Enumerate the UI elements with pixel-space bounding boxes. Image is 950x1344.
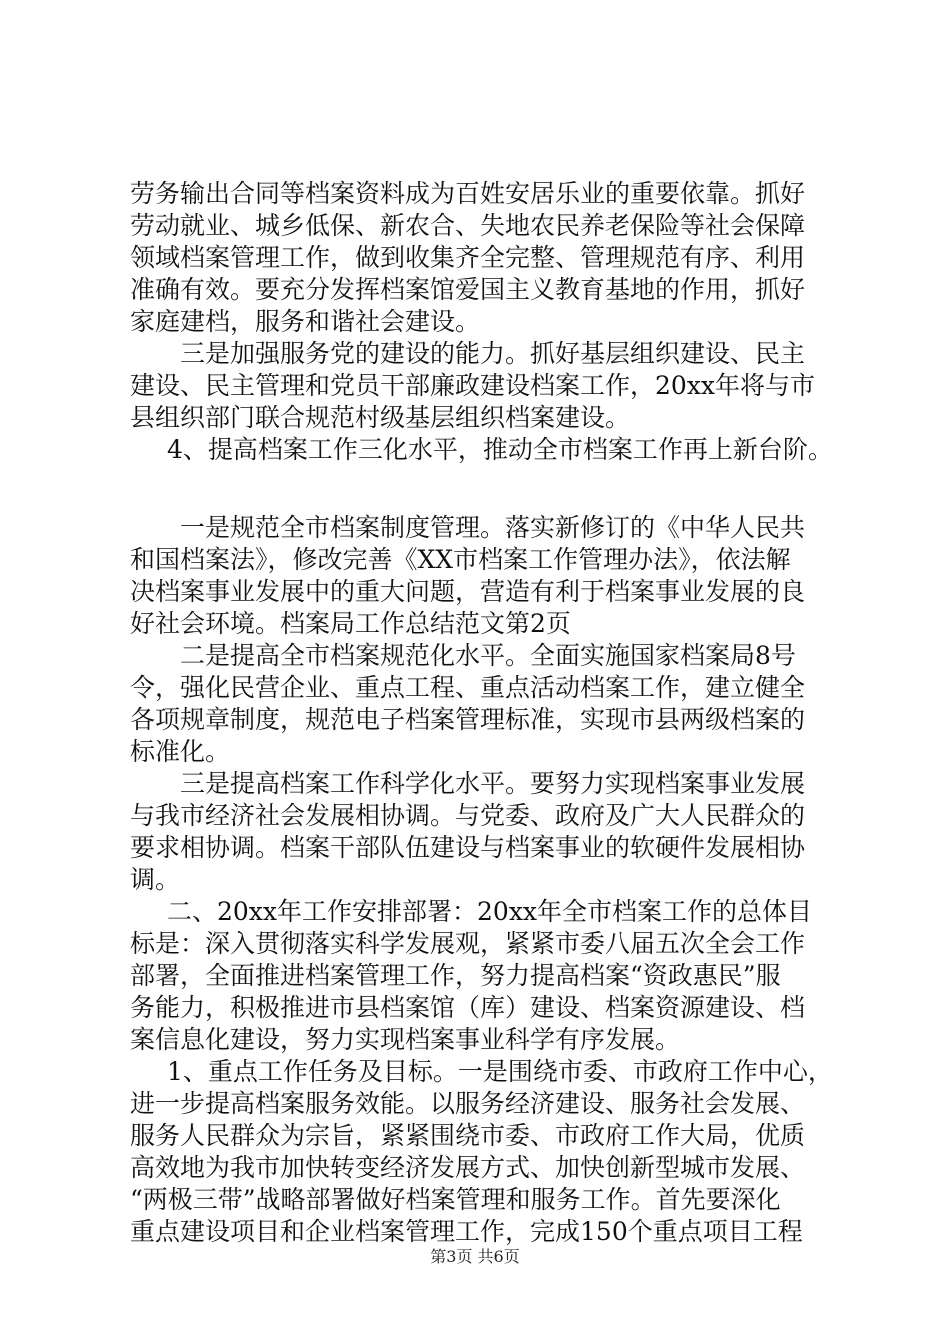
text-line: 重点建设项目和企业档案管理工作，完成150个重点项目工程: [130, 1217, 803, 1246]
text-line: 务能力，积极推进市县档案馆（库）建设、档案资源建设、档: [130, 993, 806, 1022]
text-line: 建设、民主管理和党员干部廉政建设档案工作，20xx年将与市: [130, 371, 816, 400]
text-line: 进一步提高档案服务效能。以服务经济建设、服务社会发展、: [130, 1089, 806, 1118]
text-line: 服务人民群众为宗旨，紧紧围绕市委、市政府工作大局，优质: [130, 1121, 806, 1150]
text-line: 和国档案法》，修改完善《XX市档案工作管理办法》，依法解: [130, 545, 791, 574]
text-line: 与我市经济社会发展相协调。与党委、政府及广大人民群众的: [130, 801, 806, 830]
text-line: 三是加强服务党的建设的能力。抓好基层组织建设、民主: [180, 339, 806, 368]
text-line: 领域档案管理工作，做到收集齐全完整、管理规范有序、利用: [130, 243, 806, 272]
text-line: 县组织部门联合规范村级基层组织档案建设。: [130, 403, 631, 432]
page-footer: 第3页 共6页: [430, 1247, 520, 1266]
text-line: 标是：深入贯彻落实科学发展观，紧紧市委八届五次全会工作: [130, 929, 806, 958]
text-line: 案信息化建设，努力实现档案事业科学有序发展。: [130, 1025, 681, 1054]
text-line: 劳务输出合同等档案资料成为百姓安居乐业的重要依靠。抓好: [130, 179, 806, 208]
text-line: 各项规章制度，规范电子档案管理标准，实现市县两级档案的: [130, 705, 806, 734]
text-line: 好社会环境。档案局工作总结范文第2页: [130, 609, 571, 638]
text-line: 部署，全面推进档案管理工作，努力提高档案“资政惠民”服: [130, 961, 781, 990]
text-line: 劳动就业、城乡低保、新农合、失地农民养老保险等社会保障: [130, 211, 806, 240]
text-line: 要求相协调。档案干部队伍建设与档案事业的软硬件发展相协: [130, 833, 806, 862]
text-line: 准确有效。要充分发挥档案馆爱国主义教育基地的作用，抓好: [130, 275, 806, 304]
text-line: 4、提高档案工作三化水平，推动全市档案工作再上新台阶。: [167, 435, 833, 464]
text-line: 家庭建档，服务和谐社会建设。: [130, 307, 481, 336]
text-line: “两极三带”战略部署做好档案管理和服务工作。首先要深化: [130, 1185, 781, 1214]
text-line: 标准化。: [130, 737, 231, 766]
text-line: 1、重点工作任务及目标。一是围绕市委、市政府工作中心，: [167, 1057, 833, 1086]
text-line: 令，强化民营企业、重点工程、重点活动档案工作，建立健全: [130, 673, 806, 702]
text-line: 调。: [130, 865, 181, 894]
text-line: 二是提高全市档案规范化水平。全面实施国家档案局8号: [180, 641, 796, 670]
text-line: 决档案事业发展中的重大问题，营造有利于档案事业发展的良: [130, 577, 806, 606]
text-line: 三是提高档案工作科学化水平。要努力实现档案事业发展: [180, 769, 806, 798]
text-line: 一是规范全市档案制度管理。落实新修订的《中华人民共: [180, 513, 806, 542]
text-line: 二、20xx年工作安排部署：20xx年全市档案工作的总体目: [167, 897, 813, 926]
text-line: 高效地为我市加快转变经济发展方式、加快创新型城市发展、: [130, 1153, 806, 1182]
